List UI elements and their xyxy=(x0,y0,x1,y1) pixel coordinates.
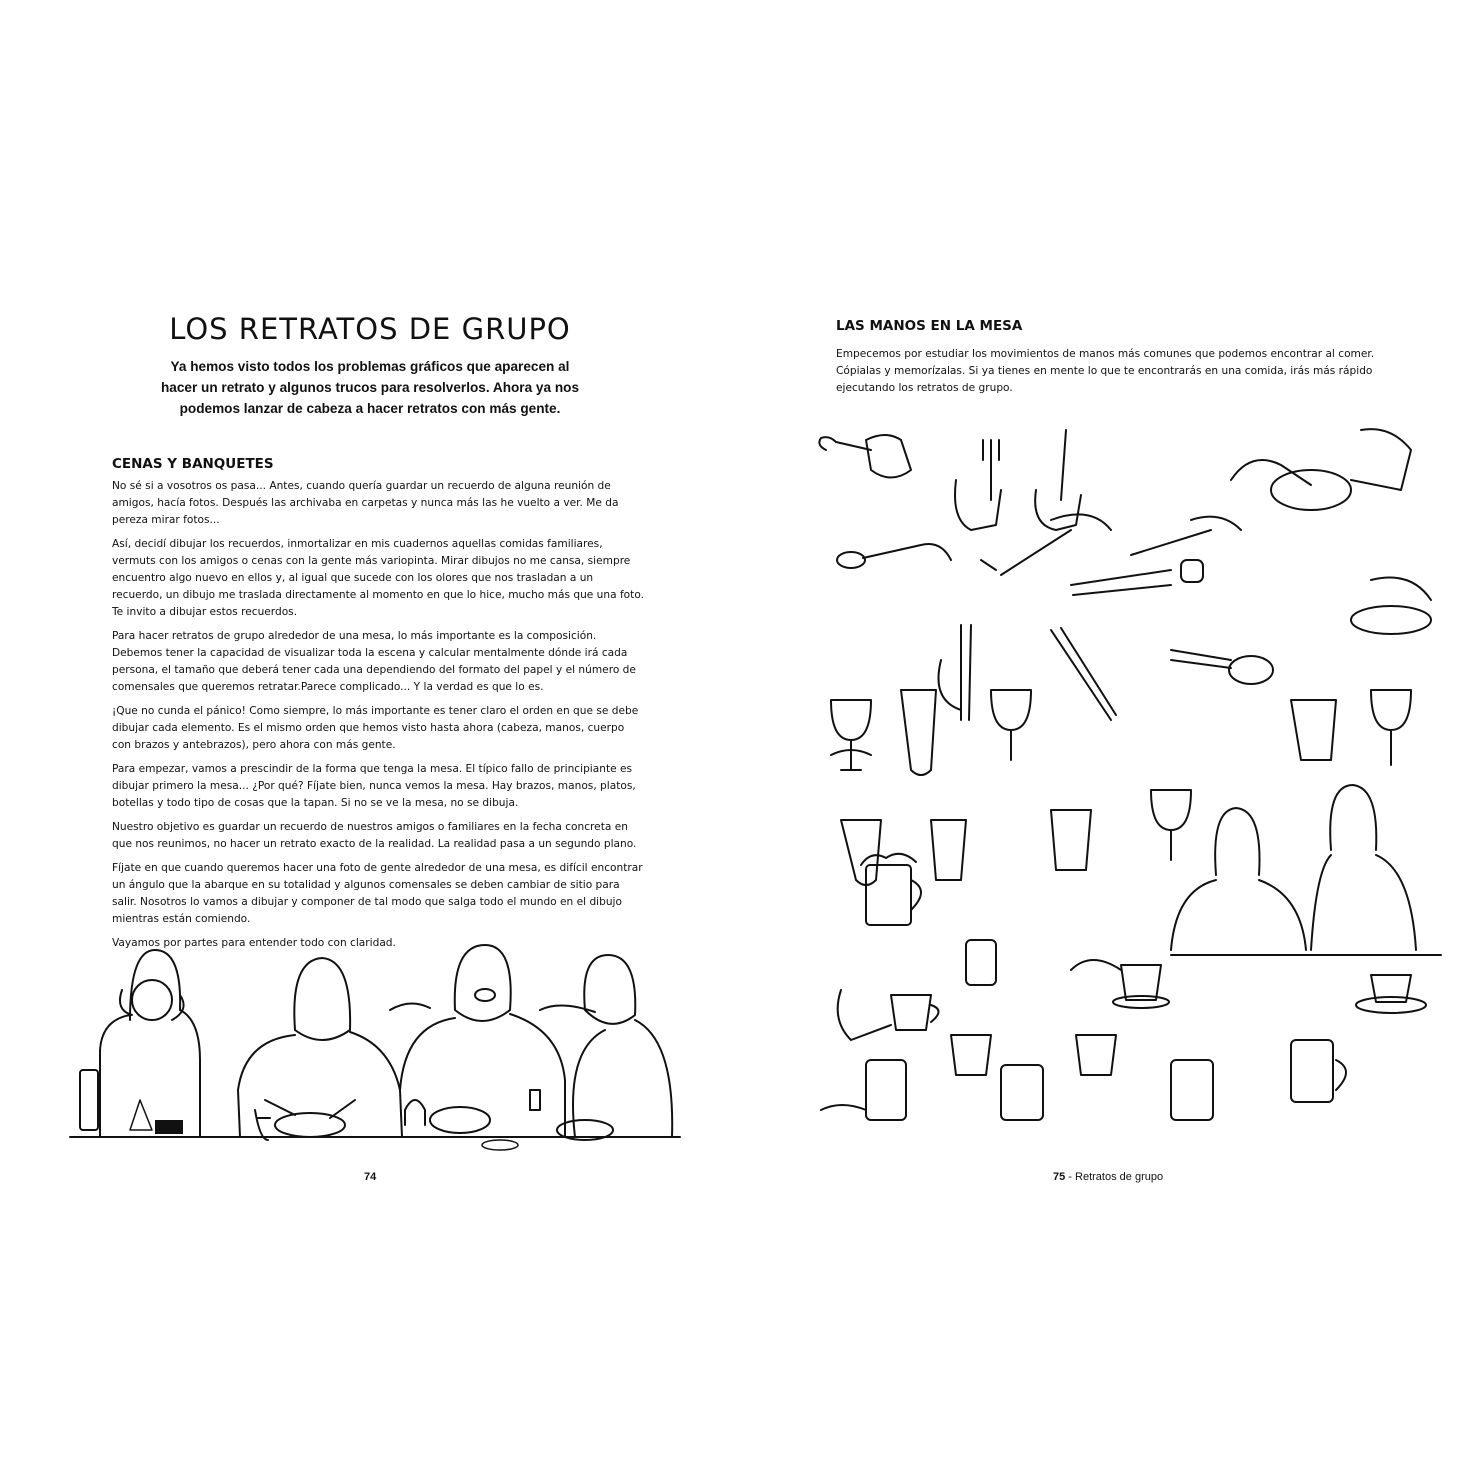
hand-with-wine-glass xyxy=(991,690,1031,760)
section-heading-manos: LAS MANOS EN LA MESA xyxy=(836,318,1023,334)
paragraph: Empecemos por estudiar los movimientos de manos más comunes que podemos encontrar al comer. Cópialas y memorízalas. Si ya tienes en mente lo que te encontrarás en una comida, irás más rápido ejecutando los retratos de grupo. xyxy=(836,348,1375,394)
hand-with-coffee-cup xyxy=(1071,960,1169,1008)
intro-line: hacer un retrato y algunos trucos para resolverlos. Ahora ya nos xyxy=(160,380,579,395)
hand-with-spoon xyxy=(837,544,951,568)
page-number: 75 xyxy=(1053,1171,1066,1183)
seated-figure xyxy=(1311,785,1416,950)
hand-with-mug xyxy=(1291,1040,1346,1102)
chapter-intro xyxy=(150,356,590,419)
paragraph: ¡Que no cunda el pánico! Como siempre, lo más importante es tener claro el orden en que se debe dibujar cada elemento. Es el mismo orden que hemos visto hasta ahora (cabeza, manos, cuerpo con brazos y antebrazos), pero ahora con más gente. xyxy=(112,705,639,751)
diner-figure xyxy=(238,958,402,1140)
hand-with-chopsticks xyxy=(1071,560,1203,595)
right-page xyxy=(736,0,1472,1472)
hand-with-mug xyxy=(1001,1065,1043,1120)
paragraph: Así, decidí dibujar los recuerdos, inmortalizar en mis cuadernos aquellas comidas familiares, vermuts con los amigos o cenas con la gente más variopinta. Mirar dibujos no me cansa, siempre encuentro algo nuevo en ellos y, al igual que sucede con los olores que nos trasladan a un recuerdo, un dibujo me traslada directamente al momento en que lo hice, mucho más que una foto. Te invito a dibujar estos recuerdos. xyxy=(112,538,644,618)
hand-with-wine-glass xyxy=(831,700,871,770)
diner-figure xyxy=(80,950,200,1137)
dinner-table-illustration xyxy=(60,940,685,1155)
paragraph: Para empezar, vamos a prescindir de la forma que tenga la mesa. El típico fallo de principiante es dibujar primero la mesa... ¿Por qué? Fíjate bien, nunca vemos la mesa. Hay brazos, manos, platos, botellas y todo tipo de cosas que la tapan. Si no se ve la mesa, no se dibuja. xyxy=(112,763,636,809)
hand-with-tall-glass xyxy=(931,820,966,880)
hand-with-wine-glass xyxy=(1151,790,1191,860)
running-title: - Retratos de grupo xyxy=(1065,1171,1164,1183)
diner-figure xyxy=(530,955,672,1140)
intro-line: Ya hemos visto todos los problemas gráficos que aparecen al xyxy=(170,359,570,374)
seated-figure xyxy=(1171,808,1306,950)
hands-study-illustration xyxy=(811,410,1451,1155)
hand-with-beer-mug xyxy=(861,854,921,925)
hand-with-mug xyxy=(1171,1060,1213,1120)
intro-line: podemos lanzar de cabeza a hacer retratos con más gente. xyxy=(179,401,561,416)
hand-with-coffee-cup xyxy=(1356,975,1426,1013)
hand-with-water-glass xyxy=(1051,810,1091,870)
hand-with-champagne-glass xyxy=(841,820,881,920)
hand-with-water-glass xyxy=(1291,700,1336,760)
diner-figure xyxy=(390,945,565,1137)
hand-with-spoon xyxy=(819,435,911,478)
hand-with-tall-glass xyxy=(901,690,936,775)
hand-with-coffee-cup xyxy=(838,990,939,1040)
hand-cutting-plate xyxy=(1231,429,1411,510)
hand-with-can xyxy=(966,940,996,985)
hand-with-chopsticks xyxy=(939,625,972,720)
hand-with-mug xyxy=(821,1060,906,1120)
page-number: 74 xyxy=(364,1171,377,1183)
paragraph: Vayamos por partes para entender todo con claridad. xyxy=(112,937,396,949)
hand-with-fork xyxy=(981,514,1111,575)
hand-with-knife xyxy=(1131,517,1241,555)
hand-with-fork xyxy=(955,440,1001,530)
hand-with-chopsticks xyxy=(1171,650,1273,684)
hand-with-wine-glass xyxy=(1371,690,1411,765)
body-text-right xyxy=(836,346,1376,404)
plate-with-food xyxy=(1351,578,1431,635)
paragraph: Nuestro objetivo es guardar un recuerdo de nuestros amigos o familiares en la fecha concreta en que nos reunimos, no hacer un retrato exacto de la realidad. La realidad pasa a un segundo plano. xyxy=(112,821,637,850)
hand-with-coffee-cup xyxy=(951,1035,1116,1075)
paragraph: No sé si a vosotros os pasa... Antes, cuando quería guardar un recuerdo de alguna reunión de amigos, hacía fotos. Después las archivaba en carpetas y nunca más las he vuelto a ver. Me da pereza mirar fotos... xyxy=(112,480,619,526)
section-heading-cenas: CENAS Y BANQUETES xyxy=(112,456,274,472)
paragraph: Para hacer retratos de grupo alrededor de una mesa, lo más importante es la composición. Debemos tener la capacidad de visualizar toda la escena y calcular mentalmente dónde irá cada persona, el tamaño que deberá tener cada una dependiendo del formato del papel y el número de comensales que queremos retratar.Parece complicado... Y la verdad es que lo es. xyxy=(112,630,636,693)
page-footer xyxy=(1053,1171,1163,1183)
hand-with-chopsticks xyxy=(1051,628,1116,720)
paragraph: Fíjate en que cuando queremos hacer una foto de gente alrededor de una mesa, es difícil encontrar un ángulo que la abarque en su totalidad y algunos comensales se deben cambiar de sitio para salir. Nosotros lo vamos a dibujar y componer de tal modo que salga todo el mundo en el dibujo mientras están comiendo. xyxy=(112,862,643,925)
chapter-title: LOS RETRATOS DE GRUPO xyxy=(169,312,571,346)
body-text-left xyxy=(112,478,644,959)
